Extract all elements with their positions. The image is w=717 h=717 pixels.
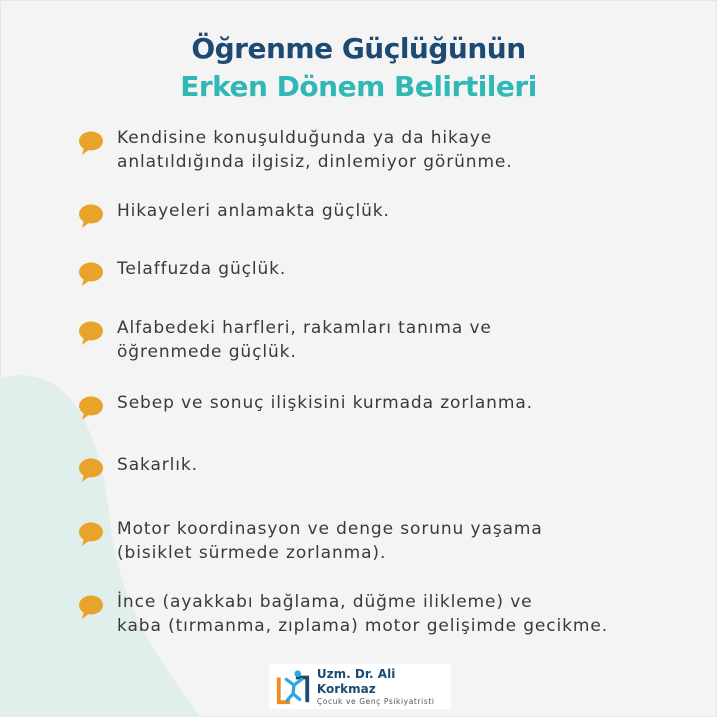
speech-bubble-icon [78, 457, 104, 483]
list-item-text: Motor koordinasyon ve denge sorunu yaşama (bisiklet sürmede zorlanma). [117, 519, 543, 563]
child-figure-logo-icon [275, 667, 313, 707]
list-item [78, 316, 703, 364]
list-item-text: İnce (ayakkabı bağlama, düğme ilikleme) ve kaba (tırmanma, zıplama) motor gelişimde gecikme. [117, 592, 609, 636]
list-item-text: Sebep ve sonuç ilişkisini kurmada zorlanma. [117, 393, 533, 413]
list-item [78, 257, 703, 287]
list-item-text: Sakarlık. [117, 455, 198, 475]
logo-subtitle: Çocuk ve Genç Psikiyatristi [316, 696, 435, 706]
list-item-text: Kendisine konuşulduğunda ya da hikaye anlatıldığında ilgisiz, dinlemiyor görünme. [117, 128, 513, 172]
clinic-logo [269, 664, 451, 709]
speech-bubble-icon [78, 261, 104, 287]
list-item [78, 126, 703, 174]
list-item [78, 590, 703, 638]
speech-bubble-icon [78, 395, 104, 421]
list-item [78, 453, 703, 483]
speech-bubble-icon [78, 521, 104, 547]
list-item [78, 517, 703, 565]
list-item [78, 391, 703, 421]
list-item-text: Telaffuzda güçlük. [117, 259, 287, 279]
speech-bubble-icon [78, 203, 104, 229]
list-item-text: Alfabedeki harfleri, rakamları tanıma ve öğrenmede güçlük. [117, 318, 492, 362]
speech-bubble-icon [78, 130, 104, 156]
logo-name: Uzm. Dr. Ali Korkmaz [316, 666, 396, 696]
speech-bubble-icon [78, 594, 104, 620]
speech-bubble-icon [78, 320, 104, 346]
list-item [78, 199, 703, 229]
list-item-text: Hikayeleri anlamakta güçlük. [117, 201, 390, 221]
page-title-line-2: Erken Dönem Belirtileri [180, 70, 537, 103]
page-title-line-1: Öğrenme Güçlüğünün [191, 32, 526, 65]
